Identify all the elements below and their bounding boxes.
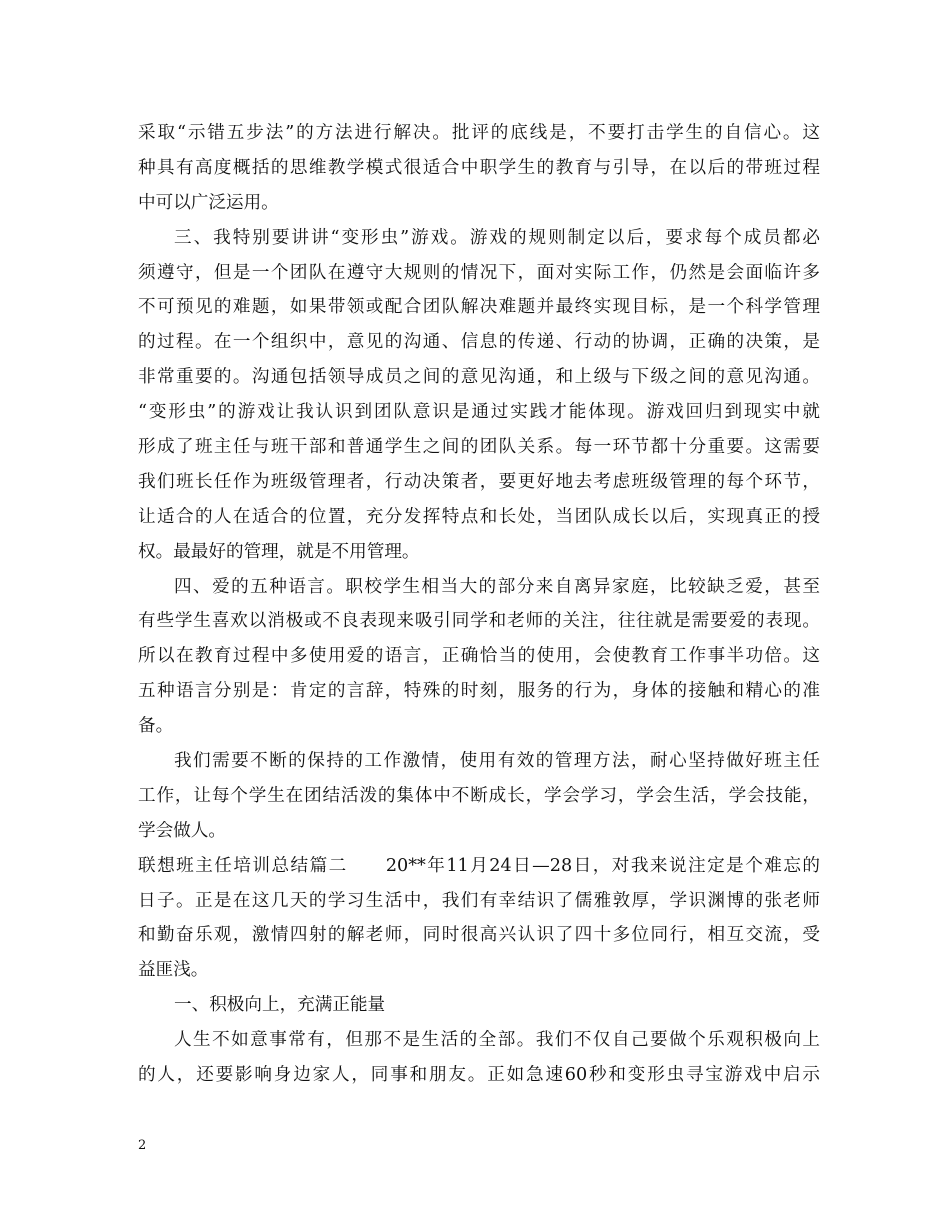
text-line: 有些学生喜欢以消极或不良表现来吸引同学和老师的关注，往往就是需要爱的表现。 bbox=[138, 611, 820, 632]
text-line: 的过程。在一个组织中，意见的沟通、信息的传递、行动的协调，正确的决策，是 bbox=[138, 332, 820, 353]
text-line: 不可预见的难题，如果带领或配合团队解决难题并最终实现目标，是一个科学管理 bbox=[138, 297, 820, 318]
text-line: 日子。正是在这几天的学习生活中，我们有幸结识了儒雅敦厚，学识渊博的张老师 bbox=[138, 890, 820, 911]
text-line: 中可以广泛运用。 bbox=[138, 192, 279, 213]
document-body bbox=[138, 116, 820, 1093]
text-line: 联想班主任培训总结篇二 20**年11月24日—28日，对我来说注定是个难忘的 bbox=[138, 855, 820, 876]
text-line: 益匪浅。 bbox=[138, 960, 209, 981]
text-line: 四、爱的五种语言。职校学生相当大的部分来自离异家庭，比较缺乏爱，甚至 bbox=[174, 576, 820, 597]
text-line: 我们需要不断的保持的工作激情，使用有效的管理方法，耐心坚持做好班主任 bbox=[174, 751, 820, 772]
text-line: 一、积极向上，充满正能量 bbox=[174, 995, 386, 1016]
text-line: 所以在教育过程中多使用爱的语言，正确恰当的使用，会使教育工作事半功倍。这 bbox=[138, 646, 820, 667]
text-line: 工作，让每个学生在团结活泼的集体中不断成长，学会学习，学会生活，学会技能， bbox=[138, 785, 820, 806]
text-line: 让适合的人在适合的位置，充分发挥特点和长处，当团队成长以后，实现真正的授 bbox=[138, 506, 820, 527]
text-line: 人生不如意事常有，但那不是生活的全部。我们不仅自己要做个乐观积极向上 bbox=[174, 1030, 820, 1051]
text-line: 须遵守，但是一个团队在遵守大规则的情况下，面对实际工作，仍然是会面临许多 bbox=[138, 262, 820, 283]
text-line: 的人，还要影响身边家人，同事和朋友。正如急速60秒和变形虫寻宝游戏中启示 bbox=[138, 1065, 820, 1086]
text-line: 形成了班主任与班干部和普通学生之间的团队关系。每一环节都十分重要。这需要 bbox=[138, 437, 820, 458]
text-line: 种具有高度概括的思维教学模式很适合中职学生的教育与引导，在以后的带班过程 bbox=[138, 157, 820, 178]
text-line: 非常重要的。沟通包括领导成员之间的意见沟通，和上级与下级之间的意见沟通。 bbox=[138, 367, 820, 388]
page-number: 2 bbox=[138, 1138, 147, 1153]
text-line: 我们班长任作为班级管理者，行动决策者，要更好地去考虑班级管理的每个环节， bbox=[138, 471, 820, 492]
text-line: 五种语言分别是：肯定的言辞，特殊的时刻，服务的行为，身体的接触和精心的准 bbox=[138, 681, 820, 702]
text-line: 备。 bbox=[138, 716, 174, 737]
text-line: “变形虫”的游戏让我认识到团队意识是通过实践才能体现。游戏回归到现实中就 bbox=[138, 402, 820, 423]
text-line: 学会做人。 bbox=[138, 820, 226, 841]
text-line: 三、我特别要讲讲“变形虫”游戏。游戏的规则制定以后，要求每个成员都必 bbox=[174, 227, 820, 248]
text-line: 采取“示错五步法”的方法进行解决。批评的底线是，不要打击学生的自信心。这 bbox=[138, 123, 820, 143]
text-line: 权。最最好的管理，就是不用管理。 bbox=[138, 541, 420, 562]
text-line: 和勤奋乐观，激情四射的解老师，同时很高兴认识了四十多位同行，相互交流，受 bbox=[138, 925, 820, 946]
